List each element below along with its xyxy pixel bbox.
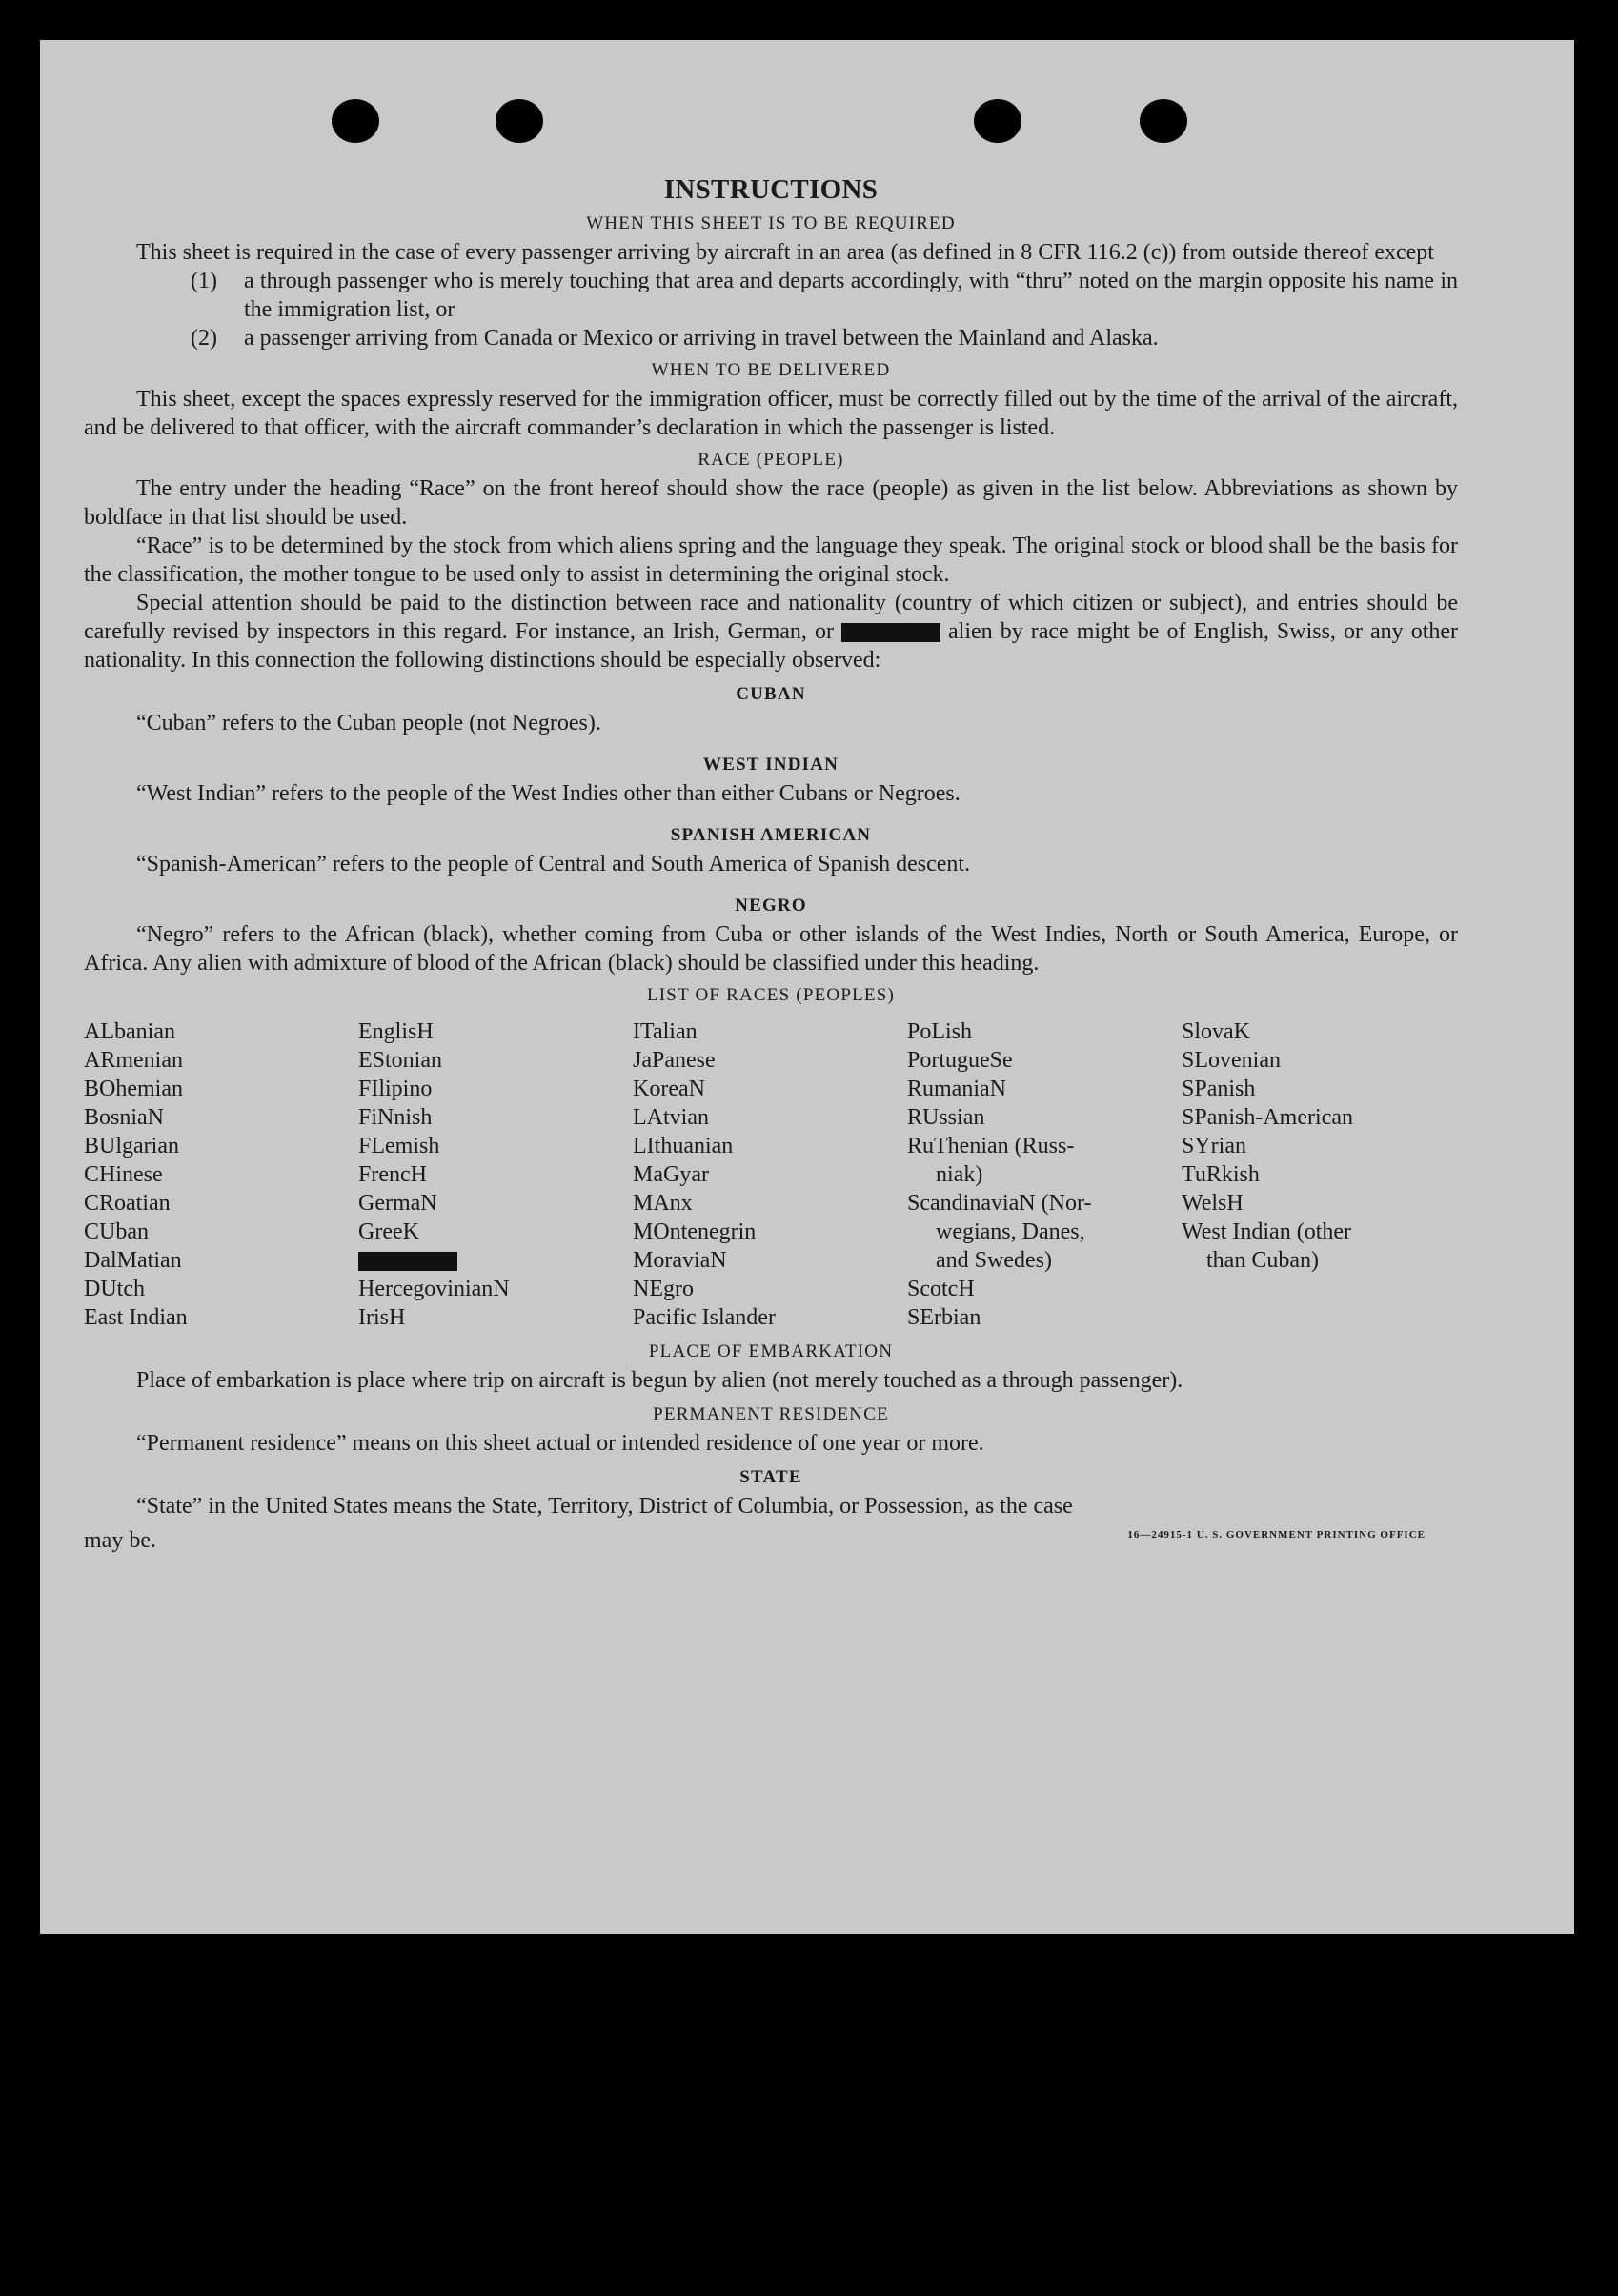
race-item: BUlgarian xyxy=(84,1134,179,1158)
race-item: RUssian xyxy=(907,1105,985,1130)
race-item: BosniaN xyxy=(84,1105,164,1130)
race-paragraph-1: The entry under the heading “Race” on the front hereof should show the race (people) as given in the list below. Abbreviations as shown by boldface in that list should be used. xyxy=(84,476,1458,530)
race-item: RuThenian (Russ- xyxy=(907,1134,1075,1158)
race-column xyxy=(633,1017,907,1332)
race-item: GreeK xyxy=(358,1219,419,1244)
when-required-intro: This sheet is required in the case of every passenger arriving by aircraft in an area (as defined in 8 CFR 116.2 (c)) from outside thereof except xyxy=(136,240,1434,265)
negro-definition: “Negro” refers to the African (black), whether coming from Cuba or other islands of the West Indies, North or South America, Europe, or Africa. Any alien with admixture of blood of the African (black) should be classified under this heading. xyxy=(84,922,1458,976)
when-delivered-text: This sheet, except the spaces expressly reserved for the immigration officer, must be correctly filled out by the time of the arrival of the aircraft, and be delivered to that officer, with the aircraft commander’s declaration in which the passenger is listed. xyxy=(84,387,1458,440)
race-column xyxy=(907,1017,1182,1332)
race-item: SErbian xyxy=(907,1305,981,1330)
heading-negro: NEGRO xyxy=(735,896,807,916)
punch-hole xyxy=(496,99,543,143)
heading-race: RACE (PEOPLE) xyxy=(698,450,844,470)
redaction-mark xyxy=(358,1252,457,1271)
race-list xyxy=(84,1017,1458,1332)
race-column xyxy=(84,1017,358,1332)
race-item: LIthuanian xyxy=(633,1134,734,1158)
state-text: “State” in the United States means the State, Territory, District of Columbia, or Possession, as the case xyxy=(136,1494,1073,1519)
heading-cuban: CUBAN xyxy=(736,684,806,704)
race-item: JaPanese xyxy=(633,1048,716,1073)
race-column xyxy=(358,1017,633,1332)
race-item: DalMatian xyxy=(84,1248,182,1273)
punch-hole xyxy=(974,99,1021,143)
race-item: SPanish xyxy=(1182,1077,1256,1101)
embarkation-text: Place of embarkation is place where trip on aircraft is begun by alien (not merely touched as a through passenger). xyxy=(136,1368,1183,1393)
race-item: MoraviaN xyxy=(633,1248,727,1273)
race-item: FiNnish xyxy=(358,1105,433,1130)
race-item: ScotcH xyxy=(907,1277,975,1301)
residence-text: “Permanent residence” means on this sheet actual or intended residence of one year or more. xyxy=(136,1431,984,1456)
race-item: PoLish xyxy=(907,1019,973,1044)
race-item: FLemish xyxy=(358,1134,440,1158)
race-item: MAnx xyxy=(633,1191,693,1216)
heading-list-of-races: LIST OF RACES (PEOPLES) xyxy=(646,985,896,1005)
race-item: SYrian xyxy=(1182,1134,1246,1158)
spanish-american-definition: “Spanish-American” refers to the people of Central and South America of Spanish descent. xyxy=(136,852,971,876)
heading-west-indian: WEST INDIAN xyxy=(702,755,839,775)
race-item: NEgro xyxy=(633,1277,694,1301)
race-item: EStonian xyxy=(358,1048,442,1073)
state-text-end: may be. 16—24915-1 U. S. GOVERNMENT PRINTING OFFICE xyxy=(84,1521,1458,1555)
race-item: MaGyar xyxy=(633,1162,709,1187)
race-item: CRoatian xyxy=(84,1191,171,1216)
race-item-redacted xyxy=(358,1246,633,1275)
race-item: WelsH xyxy=(1182,1191,1244,1216)
race-item: and Swedes) xyxy=(936,1248,1052,1273)
race-item: CUban xyxy=(84,1219,149,1244)
race-paragraph-2: “Race” is to be determined by the stock from which aliens spring and the language they speak. The original stock or blood shall be the basis for the classification, the mother tongue to be used only to assist in determining the original stock. xyxy=(84,534,1458,587)
west-indian-definition: “West Indian” refers to the people of the West Indies other than either Cubans or Negroes. xyxy=(136,781,961,806)
race-paragraph-3: Special attention should be paid to the distinction between race and nationality (country of which citizen or subject), and entries should be carefully revised by inspectors in this regard. For instance, an Irish, German, or alien by race might be of English, Swiss, or any other nationality. In this connection the following distinctions should be especially observed: xyxy=(84,591,1459,673)
race-item: TuRkish xyxy=(1182,1162,1260,1187)
race-item: ARmenian xyxy=(84,1048,183,1073)
document-sheet xyxy=(40,40,1574,1934)
race-item: SlovaK xyxy=(1182,1019,1250,1044)
race-item: EnglisH xyxy=(358,1019,434,1044)
race-item: SPanish-American xyxy=(1182,1105,1353,1130)
race-item: FIlipino xyxy=(358,1077,433,1101)
heading-permanent-residence: PERMANENT RESIDENCE xyxy=(653,1404,889,1424)
page-title: INSTRUCTIONS xyxy=(663,174,879,205)
race-item: than Cuban) xyxy=(1206,1248,1319,1273)
race-item: East Indian xyxy=(84,1305,188,1330)
heading-spanish-american: SPANISH AMERICAN xyxy=(670,825,872,845)
exception-item: (1) a through passenger who is merely touching that area and departs accordingly, with “thru” noted on the margin opposite his name in the immigration list, or xyxy=(191,269,1458,322)
race-item: BOhemian xyxy=(84,1077,183,1101)
race-item: DUtch xyxy=(84,1277,145,1301)
race-item: MOntenegrin xyxy=(633,1219,757,1244)
race-item: ScandinaviaN (Nor- xyxy=(907,1191,1092,1216)
race-item: HercegovinianN xyxy=(358,1277,510,1301)
race-item: wegians, Danes, xyxy=(936,1219,1085,1244)
race-item: GermaN xyxy=(358,1191,437,1216)
heading-embarkation: PLACE OF EMBARKATION xyxy=(648,1341,894,1361)
exception-item: (2) a passenger arriving from Canada or Mexico or arriving in travel between the Mainland and Alaska. xyxy=(191,326,1159,351)
redaction-mark xyxy=(841,623,940,642)
race-item: West Indian (other xyxy=(1182,1219,1352,1244)
race-item: LAtvian xyxy=(633,1105,709,1130)
punch-hole xyxy=(1140,99,1187,143)
race-item: IrisH xyxy=(358,1305,406,1330)
heading-when-required: WHEN THIS SHEET IS TO BE REQUIRED xyxy=(586,213,956,233)
race-item: ITalian xyxy=(633,1019,698,1044)
race-item: ALbanian xyxy=(84,1019,175,1044)
race-item: CHinese xyxy=(84,1162,163,1187)
heading-state: STATE xyxy=(739,1467,802,1487)
heading-when-delivered: WHEN TO BE DELIVERED xyxy=(651,360,891,380)
race-item: niak) xyxy=(936,1162,983,1187)
race-item: PortugueSe xyxy=(907,1048,1013,1073)
race-item: SLovenian xyxy=(1182,1048,1281,1073)
instructions-body xyxy=(84,171,1458,1555)
race-item: RumaniaN xyxy=(907,1077,1006,1101)
race-item: Pacific Islander xyxy=(633,1305,776,1330)
cuban-definition: “Cuban” refers to the Cuban people (not Negroes). xyxy=(136,711,601,735)
punch-hole xyxy=(332,99,379,143)
race-column xyxy=(1182,1017,1456,1332)
printing-office-note: 16—24915-1 U. S. GOVERNMENT PRINTING OFFICE xyxy=(1127,1529,1426,1541)
race-item: FrencH xyxy=(358,1162,427,1187)
race-item: KoreaN xyxy=(633,1077,705,1101)
